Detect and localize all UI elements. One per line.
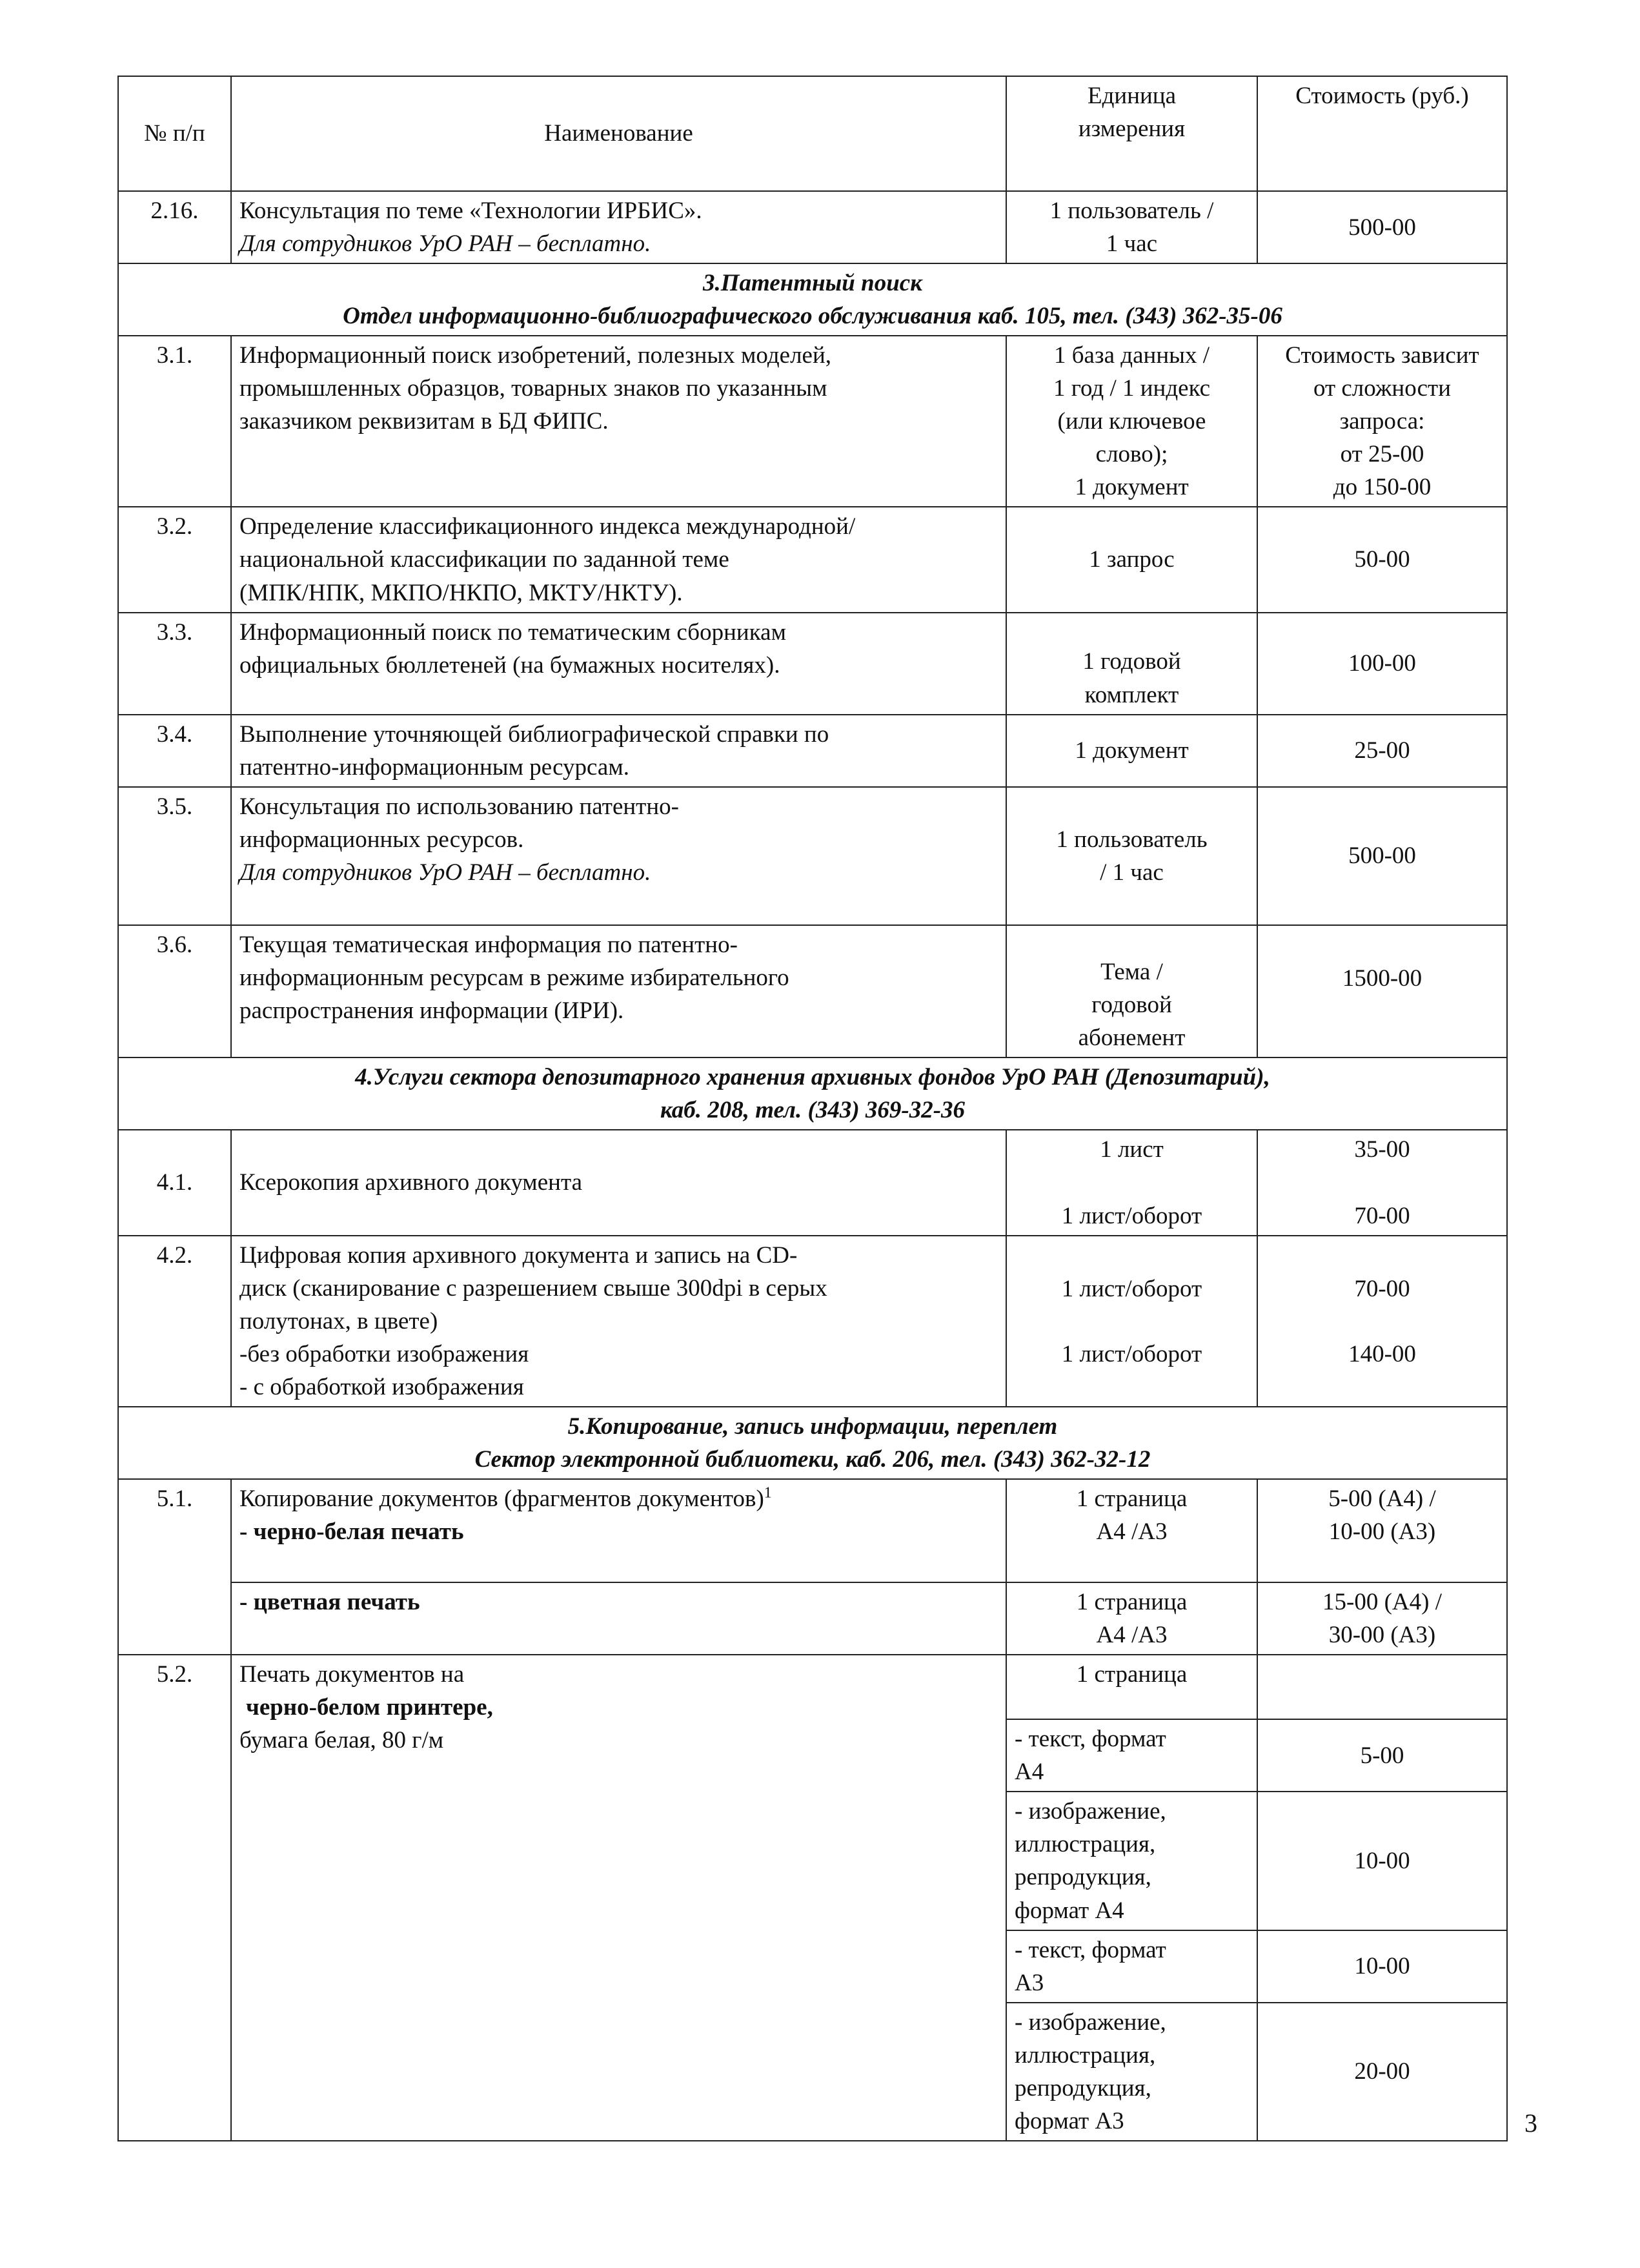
row-price: 500-00	[1257, 191, 1507, 263]
row-number: 3.1.	[118, 336, 231, 507]
row-name	[231, 787, 1006, 925]
section-title: 4.Услуги сектора депозитарного хранения архивных фондов УрО РАН (Депозитарий),	[355, 1063, 1270, 1090]
row-price: 50-00	[1257, 507, 1507, 612]
row-name	[231, 507, 1006, 612]
price-list-table	[117, 76, 1508, 2141]
section-5-heading	[118, 1407, 1507, 1479]
row-name	[231, 1582, 1006, 1655]
row-name-line: Консультация по теме «Технологии ИРБИС».	[239, 198, 702, 224]
header-unit-line1: Единица	[1087, 83, 1177, 109]
row-unit-line: репродукция,	[1015, 1864, 1151, 1891]
row-unit-line: - текст, формат	[1015, 1726, 1166, 1753]
table-row-5-2	[118, 1655, 1507, 1719]
row-name-option: - черно-белая печать	[239, 1518, 464, 1546]
row-unit-line: 1 год / 1 индекс	[1053, 375, 1211, 402]
row-number: 3.3.	[118, 613, 231, 715]
row-name-line: информационных ресурсов.	[239, 826, 524, 853]
row-name-line: информационным ресурсам в режиме избирательного	[239, 964, 789, 991]
row-name-line: - с обработкой изображения	[239, 1374, 524, 1401]
row-unit-line: годовой	[1091, 991, 1172, 1018]
row-unit-line: комплект	[1084, 681, 1179, 708]
row-number: 3.4.	[118, 715, 231, 787]
table-row-3-2	[118, 507, 1507, 612]
row-number: 3.2.	[118, 507, 231, 612]
row-unit-line: 1 лист/оборот	[1061, 1275, 1202, 1302]
row-name-line: Определение классификационного индекса международной/	[239, 513, 856, 540]
row-unit-line: 1 лист/оборот	[1061, 1202, 1202, 1229]
row-name-line: -без обработки изображения	[239, 1340, 529, 1367]
row-unit-line: / 1 час	[1100, 859, 1164, 886]
header-unit-line2: измерения	[1078, 116, 1186, 143]
row-name-line: заказчиком реквизитам в БД ФИПС.	[239, 408, 609, 435]
row-price: 1500-00	[1257, 925, 1507, 1057]
row-unit-line: репродукция,	[1015, 2074, 1151, 2101]
row-name-line: (МПК/НПК, МКПО/НКПО, МКТУ/НКТУ).	[239, 579, 683, 606]
row-name-line: патентно-информационным ресурсам.	[239, 753, 630, 781]
row-unit-line: иллюстрация,	[1015, 2041, 1156, 2069]
header-unit	[1006, 76, 1257, 191]
row-price: 500-00	[1257, 787, 1507, 925]
row-name-line: промышленных образцов, товарных знаков по указанным	[239, 375, 827, 402]
row-name-line: полутонах, в цвете)	[239, 1307, 438, 1334]
row-unit-line: формат А3	[1015, 2107, 1124, 2134]
section-4-heading-row	[118, 1057, 1507, 1130]
row-name-option: - цветная печать	[239, 1589, 420, 1616]
row-price-line: 30-00 (А3)	[1328, 1622, 1436, 1649]
row-unit-line: 1 лист	[1100, 1136, 1164, 1163]
row-price-line: от сложности	[1313, 375, 1452, 402]
section-title: 5.Копирование, запись информации, переплет	[567, 1413, 1058, 1440]
row-name	[231, 1479, 1006, 1582]
row-unit	[1006, 925, 1257, 1057]
spacer	[1015, 1166, 1249, 1200]
table-row-4-2	[118, 1236, 1507, 1407]
row-name-line: официальных бюллетеней (на бумажных носителях).	[239, 651, 780, 679]
row-unit-line: Тема /	[1100, 958, 1163, 985]
row-unit	[1006, 1130, 1257, 1236]
header-name: Наименование	[231, 76, 1006, 191]
section-subtitle: каб. 208, тел. (343) 369-32-36	[660, 1096, 966, 1123]
row-number: 2.16.	[118, 191, 231, 263]
row-name-line: национальной классификации по заданной теме	[239, 546, 729, 573]
row-name-line: Печать документов на	[239, 1661, 465, 1688]
row-name-line: Выполнение уточняющей библиографической справки по	[239, 720, 829, 748]
table-header-row	[118, 76, 1507, 191]
row-price-line: 140-00	[1348, 1340, 1416, 1367]
row-name-line: черно-белом принтере,	[246, 1694, 493, 1721]
row-unit-line: 1 час	[1106, 230, 1158, 258]
row-unit	[1006, 1719, 1257, 1792]
row-unit	[1006, 1582, 1257, 1655]
header-no: № п/п	[118, 76, 231, 191]
row-unit-line: 1 база данных /	[1053, 342, 1210, 369]
row-unit: 1 запрос	[1006, 507, 1257, 612]
row-price-line: 5-00 (А4) /	[1328, 1486, 1436, 1513]
row-name-note: Для сотрудников УрО РАН – бесплатно.	[239, 230, 651, 258]
row-unit-line: (или ключевое	[1057, 408, 1206, 435]
row-number: 3.5.	[118, 787, 231, 925]
row-unit: 1 документ	[1006, 715, 1257, 787]
row-price-line: от 25-00	[1340, 441, 1424, 468]
table-row-4-1	[118, 1130, 1507, 1236]
table-row-3-4	[118, 715, 1507, 787]
table-row-3-3	[118, 613, 1507, 715]
row-name	[231, 925, 1006, 1057]
row-name: Ксерокопия архивного документа	[231, 1130, 1006, 1236]
row-price-line: Стоимость зависит	[1285, 342, 1479, 369]
row-unit-line: 1 лист/оборот	[1061, 1340, 1202, 1367]
row-price: 10-00	[1257, 1792, 1507, 1930]
table-row-3-5	[118, 787, 1507, 925]
section-3-heading-row	[118, 263, 1507, 336]
row-name-line: Информационный поиск изобретений, полезных моделей,	[239, 342, 832, 369]
row-number: 4.2.	[118, 1236, 231, 1407]
row-number: 4.1.	[118, 1130, 231, 1236]
row-unit	[1006, 787, 1257, 925]
row-name-text: Копирование документов (фрагментов документов)	[239, 1486, 764, 1513]
row-number: 3.6.	[118, 925, 231, 1057]
row-unit	[1006, 1930, 1257, 2003]
row-price: 20-00	[1257, 2003, 1507, 2141]
row-unit-line: - текст, формат	[1015, 1936, 1166, 1963]
row-unit-line: - изображение,	[1015, 2008, 1166, 2036]
row-name-line: диск (сканирование с разрешением свыше 300dpi в серых	[239, 1274, 827, 1302]
row-price-line: 35-00	[1354, 1136, 1410, 1163]
row-unit-line: А4	[1015, 1759, 1044, 1786]
row-price	[1257, 1655, 1507, 1719]
row-unit-line: 1 документ	[1075, 474, 1189, 501]
row-unit	[1006, 1792, 1257, 1930]
row-price-line: до 150-00	[1333, 474, 1432, 501]
row-price-line: запроса:	[1339, 408, 1425, 435]
row-name-line: бумага белая, 80 г/м	[239, 1727, 444, 1754]
row-price	[1257, 1479, 1507, 1582]
section-5-heading-row	[118, 1407, 1507, 1479]
row-name	[231, 1236, 1006, 1407]
row-name-line: Текущая тематическая информация по патентно-	[239, 931, 738, 958]
row-price: 10-00	[1257, 1930, 1507, 2003]
row-unit-line: 1 пользователь	[1056, 826, 1208, 853]
row-unit-line: иллюстрация,	[1015, 1831, 1156, 1858]
row-number: 5.2.	[118, 1655, 231, 2141]
table-row-2-16	[118, 191, 1507, 263]
row-price	[1257, 1582, 1507, 1655]
section-subtitle: Отдел информационно-библиографического обслуживания каб. 105, тел. (343) 362-35-06	[343, 303, 1282, 330]
section-4-heading	[118, 1057, 1507, 1130]
row-price-line: 70-00	[1354, 1275, 1410, 1302]
row-name-line: Консультация по использованию патентно-	[239, 793, 679, 820]
section-subtitle: Сектор электронной библиотеки, каб. 206, тел. (343) 362-32-12	[474, 1446, 1151, 1473]
page-number: 3	[1524, 2109, 1537, 2138]
row-unit	[1006, 2003, 1257, 2141]
row-name-line: Информационный поиск по тематическим сборникам	[239, 618, 786, 646]
footnote-marker: 1	[764, 1484, 772, 1502]
row-unit	[1006, 613, 1257, 715]
row-price-line: 10-00 (А3)	[1328, 1518, 1436, 1546]
row-unit-line: А4 /А3	[1096, 1518, 1168, 1546]
row-price	[1257, 336, 1507, 507]
row-name-note: Для сотрудников УрО РАН – бесплатно.	[239, 859, 651, 886]
row-name	[231, 191, 1006, 263]
row-price-line: 70-00	[1354, 1202, 1410, 1229]
table-row-3-1	[118, 336, 1507, 507]
spacer	[1266, 1166, 1499, 1200]
row-name	[231, 715, 1006, 787]
row-price: 5-00	[1257, 1719, 1507, 1792]
row-unit-line: 1 страница	[1076, 1589, 1188, 1616]
row-unit	[1006, 191, 1257, 263]
row-unit: 1 страница	[1006, 1655, 1257, 1719]
row-price-line: 15-00 (А4) /	[1322, 1589, 1442, 1616]
row-unit-line: А3	[1015, 1969, 1044, 1996]
row-name	[231, 613, 1006, 715]
row-price	[1257, 1236, 1507, 1407]
row-unit	[1006, 336, 1257, 507]
row-price: 25-00	[1257, 715, 1507, 787]
row-unit-line: 1 годовой	[1082, 648, 1181, 675]
row-unit-line: формат А4	[1015, 1897, 1124, 1924]
header-price: Стоимость (руб.)	[1257, 76, 1507, 191]
row-unit	[1006, 1236, 1257, 1407]
row-name-line: распространения информации (ИРИ).	[239, 997, 624, 1024]
table-row-5-1	[118, 1479, 1507, 1582]
row-price: 100-00	[1257, 613, 1507, 715]
section-title: 3.Патентный поиск	[703, 270, 922, 297]
row-price	[1257, 1130, 1507, 1236]
row-unit-line: 1 пользователь /	[1049, 198, 1214, 224]
row-unit-line: А4 /А3	[1096, 1622, 1168, 1649]
section-3-heading	[118, 263, 1507, 336]
row-unit-line: 1 страница	[1076, 1486, 1188, 1513]
row-number: 5.1.	[118, 1479, 231, 1655]
row-name-line: Цифровая копия архивного документа и запись на CD-	[239, 1241, 798, 1269]
row-unit-line: слово);	[1095, 441, 1168, 468]
row-name	[231, 336, 1006, 507]
row-unit-line: абонемент	[1078, 1024, 1186, 1051]
row-unit-line: - изображение,	[1015, 1798, 1166, 1825]
row-unit	[1006, 1479, 1257, 1582]
table-row-5-1-color	[118, 1582, 1507, 1655]
row-name	[231, 1655, 1006, 2141]
table-row-3-6	[118, 925, 1507, 1057]
row-name-line	[239, 1482, 998, 1515]
